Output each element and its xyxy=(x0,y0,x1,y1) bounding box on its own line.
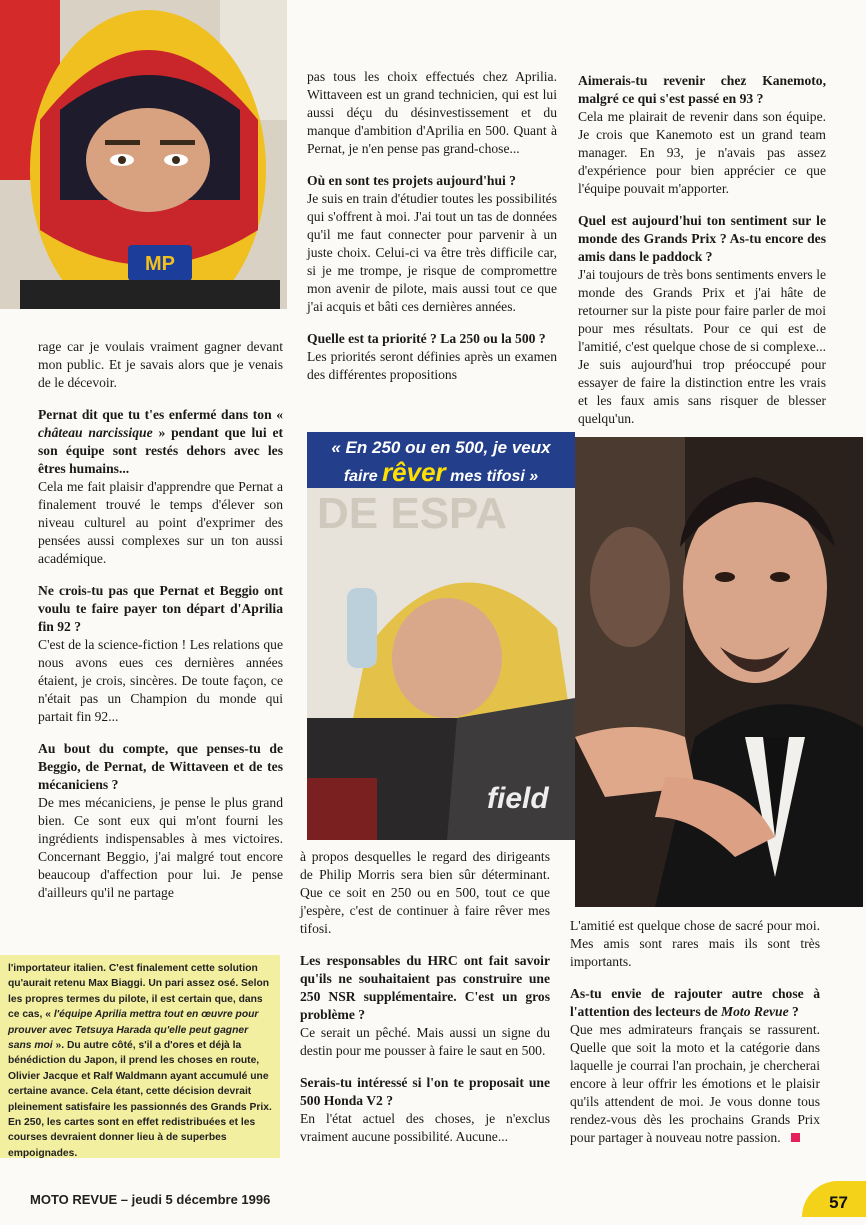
sidebar-box xyxy=(0,955,280,1158)
col3-answer-2: J'ai toujours de très bons sentiments envers le monde des Grands Prix et j'ai hâte de retourner sur la piste pour faire parler de moi pour mes résultats. Pour ce qui est de l'amitié, c'est quelque chose de si complexe... Je suis aujourd'hui trop préoccupé pour essayer de faire la distinction entre les vrais et les faux amis sans risquer de blesser quelqu'un. xyxy=(578,267,826,426)
end-mark-square xyxy=(791,1133,800,1142)
col1-paragraph-1: rage car je voulais vraiment gagner devant mon public. Et je savais alors que je venais de le décevoir. xyxy=(38,339,283,390)
col1-question-4: Au bout du compte, que penses-tu de Beggio, de Pernat, de Wittaveen et de tes mécaniciens ? xyxy=(38,741,283,792)
footer-publication-date: MOTO REVUE – jeudi 5 décembre 1996 xyxy=(30,1192,271,1207)
col2-answer-1: Je suis en train d'étudier toutes les possibilités qui s'offrent à moi. J'ai tout un tas de données qu'il me faut connecter pour parvenir à un juste choix. Celui-ci va être très difficile car, si je me trompe, je risque de compromettre mon avenir de pilote, mais aussi tout ce que j'ai acquis et bâti ces dernières années. xyxy=(307,191,557,314)
portrait-photo xyxy=(575,437,863,907)
col3-question-1: Aimerais-tu revenir chez Kanemoto, malgré ce qui s'est passé en 93 ? xyxy=(578,73,826,106)
col2-question-4: Serais-tu intéressé si l'on te proposait une 500 Honda V2 ? xyxy=(300,1075,550,1108)
svg-text:DE ESPA: DE ESPA xyxy=(317,489,507,538)
col3-answer-3: L'amitié est quelque chose de sacré pour moi. Mes amis sont rares mais ils sont très importants. xyxy=(570,918,820,969)
col1-question-2: Pernat dit que tu t'es enfermé dans ton « château narcissique » pendant que lui et son équipe sont restés dehors avec les êtres humains... xyxy=(38,407,283,476)
col3-question-4: As-tu envie de rajouter autre chose à l'attention des lecteurs de Moto Revue ? xyxy=(570,986,820,1019)
col3-answer-1: Cela me plairait de revenir dans son équipe. Je crois que Kanemoto est un grand team manager. En 93, je n'avais pas assez d'expérience pour bien apprécier ce que l'équipe pouvait m'apporter. xyxy=(578,109,826,196)
page-number: 57 xyxy=(802,1181,866,1217)
svg-text:MP: MP xyxy=(145,253,175,275)
celebration-photo xyxy=(307,488,575,840)
col2-answer-0: pas tous les choix effectués chez Aprilia. Wittaveen est un grand technicien, qui est lui aussi déçu du désinvestissement et du manque d'ambition d'Aprilia en 500. Quant à Pernat, je n'en pense pas grand-chose... xyxy=(307,69,557,156)
col2-answer-2: Les priorités seront définies après un examen des différentes propositions xyxy=(307,349,557,382)
col3-question-2: Quel est aujourd'hui ton sentiment sur le monde des Grands Prix ? As-tu encore des amis dans le paddock ? xyxy=(578,213,826,264)
helmet-photo xyxy=(0,0,287,309)
col2-answer-2b: à propos desquelles le regard des dirigeants de Philip Morris sera bien sûr déterminant. Que ce soit en 250 ou en 500, tout ce que j'espère, c'est de continuer à faire rêver mes tifosi. xyxy=(300,849,550,936)
column-3-bottom xyxy=(570,917,820,1161)
column-3-top xyxy=(578,72,826,442)
col1-question-3: Ne crois-tu pas que Pernat et Beggio ont voulu te faire payer ton départ d'Aprilia fin 92 ? xyxy=(38,583,283,634)
col2-question-3: Les responsables du HRC ont fait savoir qu'ils ne souhaitaient pas construire une 250 NSR supplémentaire. C'est un gros problème ? xyxy=(300,953,550,1022)
column-1 xyxy=(38,338,283,916)
col2-question-1: Où en sont tes projets aujourd'hui ? xyxy=(307,173,516,188)
col2-answer-4: En l'état actuel des choses, je n'exclus vraiment aucune possibilité. Aucune... xyxy=(300,1111,550,1144)
col1-answer-4: De mes mécaniciens, je pense le plus grand bien. Ce sont eux qui m'ont fourni les ingrédients indispensables à mes victoires. Concernant Beggio, j'ai malgré tout encore beaucoup d'affection pour lui. Je pense d'ailleurs qu'il ne partage xyxy=(38,795,283,900)
sidebar-text: l'importateur italien. C'est finalement cette solution qu'aurait retenu Max Biaggi. Un pari assez osé. Selon les propres termes du pilote, il est certain que, dans ce cas, « l'équipe Aprilia mettra tout en œuvre pour prouver avec Tetsuya Harada qu'elle peut gagner sans moi ». Du autre côté, s'il a d'ores et déjà la bénédiction du Japon, il prend les choses en route, Olivier Jacque et Ralf Waldmann ayant accumulé une certaine avance. Cela étant, cette décision devrait pleinement satisfaire les passionnés des Grands Prix. En 250, les cartes sont en effet redistribuées et les courses devraient donner lieu à de superbes empoignades. xyxy=(8,963,272,1159)
column-2-bottom xyxy=(300,848,550,1160)
col1-answer-2: Cela me fait plaisir d'apprendre que Pernat a finalement trouvé le temps d'élever son niveau culturel au point d'exprimer des pensées aussi complexes sur un ton aussi académique. xyxy=(38,479,283,566)
col1-answer-3: C'est de la science-fiction ! Les relations que nous avons eues ces dernières années étaient, je crois, sincères. De toute façon, ce n'était pas un Champion du monde qui partait fin 92... xyxy=(38,637,283,724)
pull-quote-banner: « En 250 ou en 500, je veux faire rêver mes tifosi » xyxy=(307,432,575,488)
col2-answer-3: Ce serait un pêché. Mais aussi un signe du destin pour me pousser à faire le saut en 500. xyxy=(300,1025,550,1058)
col2-question-2: Quelle est ta priorité ? La 250 ou la 500 ? xyxy=(307,331,546,346)
column-2-top xyxy=(307,68,557,398)
col3-answer-4: Que mes admirateurs français se rassurent. Quelle que soit la moto et la catégorie dans laquelle je courrai l'an prochain, je chercherai encore à leur offrir les émotions et le plaisir qu'ils attendent de moi. Je vous donne tous rendez-vous dès les prochains Grands Prix pour partager à nouveau notre passion. xyxy=(570,1022,820,1145)
svg-text:field: field xyxy=(487,782,549,815)
